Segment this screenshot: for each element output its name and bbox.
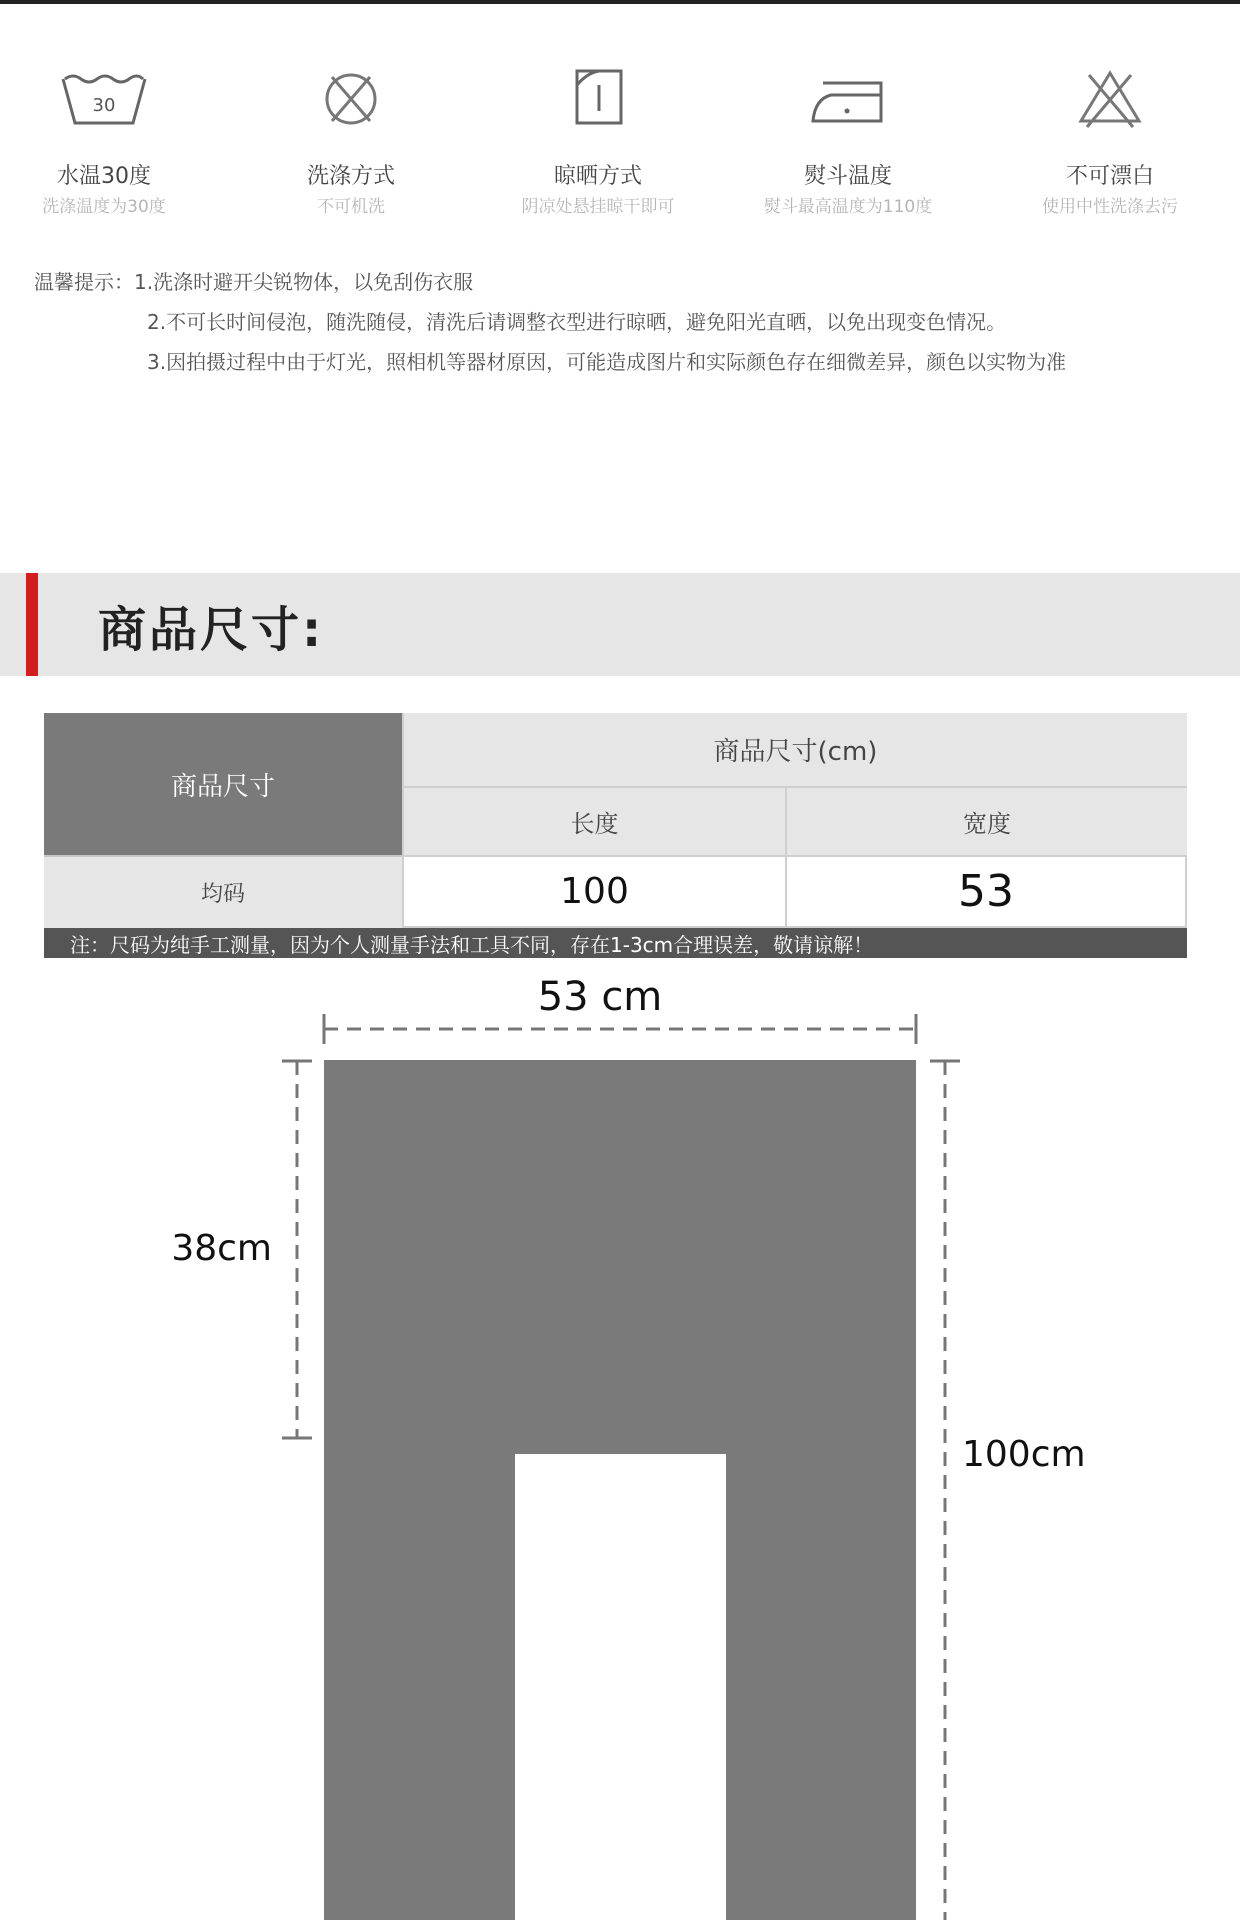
iron-icon xyxy=(803,65,893,129)
hang-dry-icon xyxy=(553,65,643,129)
care-item-iron-temp xyxy=(728,65,968,219)
care-item-no-bleach xyxy=(990,65,1230,219)
care-title: 洗涤方式 xyxy=(306,164,395,189)
care-tips xyxy=(34,262,1066,382)
wash-30-icon xyxy=(59,65,149,129)
top-border xyxy=(0,0,1240,4)
care-subtitle: 熨斗最高温度为110度 xyxy=(763,197,933,217)
table-size-label: 均码 xyxy=(44,855,402,928)
care-item-dry-method xyxy=(478,65,718,219)
care-item-wash-temp xyxy=(0,65,224,219)
section-accent-bar xyxy=(26,573,38,676)
tip-line-2: 2.不可长时间侵泡，随洗随侵，清洗后请调整衣型进行晾晒，避免阳光直晒，以免出现变色情况。 xyxy=(147,310,1007,334)
table-width-value: 53 xyxy=(787,855,1187,928)
table-row-header: 商品尺寸 xyxy=(44,713,402,855)
pants-shape xyxy=(324,1060,916,1920)
care-title: 晾晒方式 xyxy=(553,164,642,189)
care-subtitle: 使用中性洗涤去污 xyxy=(1042,197,1178,217)
wash-30-badge: 30 xyxy=(92,95,116,116)
table-col-width: 宽度 xyxy=(787,788,1187,855)
care-title: 不可漂白 xyxy=(1065,164,1154,189)
length-label: 100cm xyxy=(962,1434,1086,1475)
care-item-wash-method xyxy=(231,65,471,219)
width-label: 53 cm xyxy=(537,974,663,1020)
table-col-length: 长度 xyxy=(402,788,787,855)
size-diagram xyxy=(0,970,1240,1920)
section-header xyxy=(0,573,1240,676)
no-machine-wash-icon xyxy=(306,65,396,129)
rise-label: 38cm xyxy=(171,1228,272,1269)
care-title: 熨斗温度 xyxy=(803,164,892,189)
care-subtitle: 洗涤温度为30度 xyxy=(42,197,166,217)
no-bleach-icon xyxy=(1065,65,1155,129)
table-note: 注：尺码为纯手工测量，因为个人测量手法和工具不同，存在1-3cm合理误差，敬请谅解！ xyxy=(44,928,1187,958)
table-group-header: 商品尺寸(cm) xyxy=(402,713,1187,788)
tip-line-3: 3.因拍摄过程中由于灯光，照相机等器材原因，可能造成图片和实际颜色存在细微差异，颜色以实物为准 xyxy=(147,350,1067,374)
tip-row-1 xyxy=(34,262,1066,302)
care-subtitle: 阴凉处悬挂晾干即可 xyxy=(521,197,675,217)
care-subtitle: 不可机洗 xyxy=(317,197,385,217)
section-title: 商品尺寸: xyxy=(98,602,325,658)
tips-label: 温馨提示： xyxy=(34,270,134,294)
table-length-value: 100 xyxy=(402,855,787,928)
care-title: 水温30度 xyxy=(57,164,151,189)
size-table xyxy=(44,713,1187,958)
tip-line-1: 1.洗涤时避开尖锐物体，以免刮伤衣服 xyxy=(134,270,474,294)
